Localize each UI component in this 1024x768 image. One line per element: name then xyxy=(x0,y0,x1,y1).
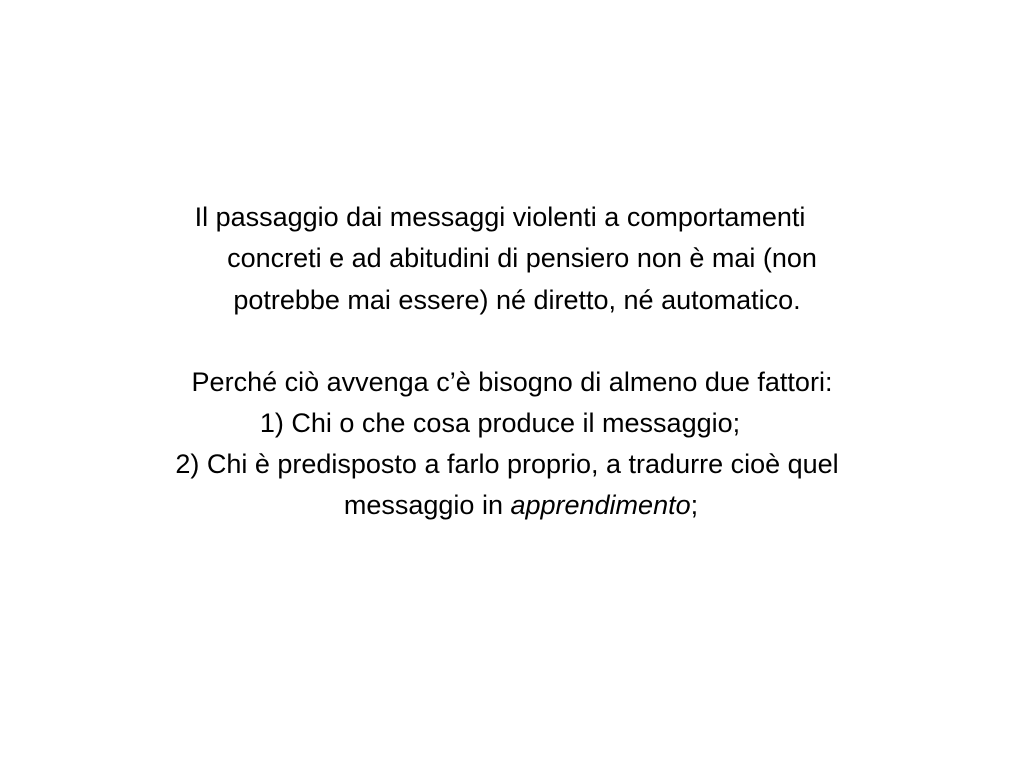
paragraph1-line3: potrebbe mai essere) né diretto, né automatico. xyxy=(233,285,801,315)
factor-item-1: 1) Chi o che cosa produce il messaggio; xyxy=(259,408,741,438)
paragraph1-line2: concreti e ad abitudini di pensiero non è mai (non xyxy=(227,243,817,273)
paragraph1-line1: Il passaggio dai messaggi violenti a comportamenti xyxy=(194,202,806,232)
factor-item-2-line1: 2) Chi è predisposto a farlo proprio, a tradurre cioè quel xyxy=(175,449,839,479)
emphasis-apprendimento: apprendimento xyxy=(510,490,691,520)
factor-item-2-prefix: messaggio in xyxy=(343,490,511,520)
factors-intro: Perché ciò avvenga c’è bisogno di almeno due fattori: xyxy=(191,367,833,397)
factor-item-2-line2 xyxy=(9,485,1024,525)
factor-item-2-suffix: ; xyxy=(690,490,699,520)
